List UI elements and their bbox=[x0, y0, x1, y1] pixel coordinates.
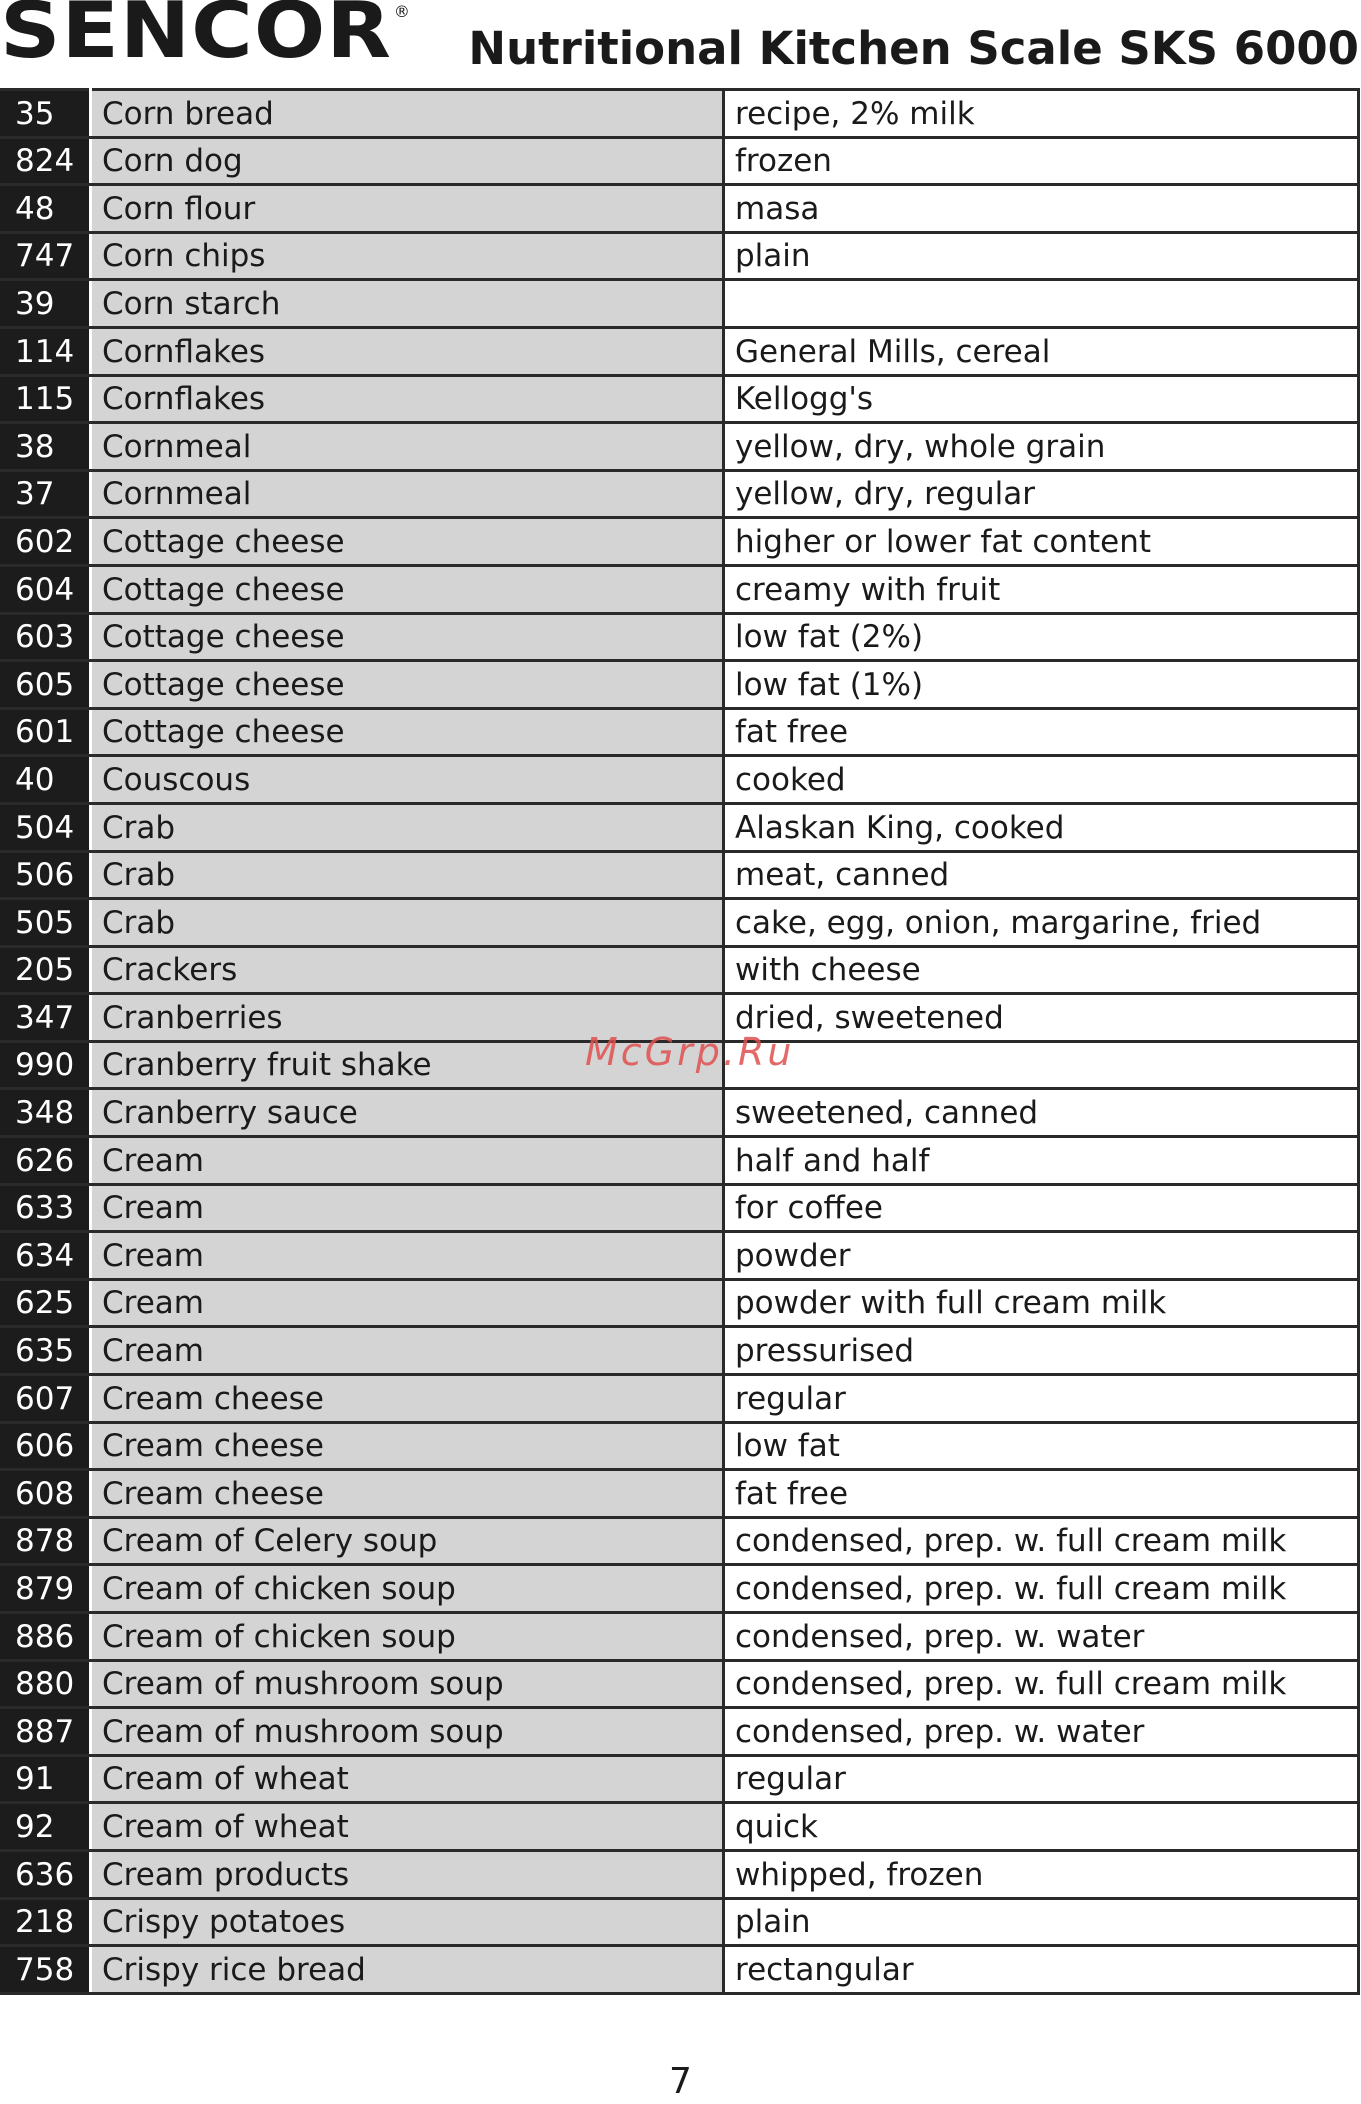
food-name-cell: Cream of Celery soup bbox=[91, 1517, 724, 1565]
food-code-cell: 626 bbox=[2, 1137, 91, 1185]
food-code-cell: 347 bbox=[2, 994, 91, 1042]
table-row bbox=[2, 1613, 1359, 1661]
document-title: Nutritional Kitchen Scale SKS 6000 bbox=[468, 22, 1359, 75]
food-name-cell: Cream of wheat bbox=[91, 1803, 724, 1851]
food-description-cell: with cheese bbox=[724, 946, 1359, 994]
food-name-cell: Corn dog bbox=[91, 137, 724, 185]
table-row bbox=[2, 1850, 1359, 1898]
food-description-cell: plain bbox=[724, 232, 1359, 280]
food-description-cell: plain bbox=[724, 1898, 1359, 1946]
table-row bbox=[2, 1232, 1359, 1280]
food-name-cell: Cream of mushroom soup bbox=[91, 1660, 724, 1708]
food-code-cell: 37 bbox=[2, 470, 91, 518]
food-code-cell: 92 bbox=[2, 1803, 91, 1851]
food-description-cell: rectangular bbox=[724, 1946, 1359, 1994]
food-description-cell bbox=[724, 1041, 1359, 1089]
food-code-cell: 39 bbox=[2, 280, 91, 328]
table-row bbox=[2, 1946, 1359, 1994]
food-name-cell: Cottage cheese bbox=[91, 565, 724, 613]
food-code-cell: 602 bbox=[2, 518, 91, 566]
food-name-cell: Cream of chicken soup bbox=[91, 1565, 724, 1613]
table-row bbox=[2, 1755, 1359, 1803]
food-name-cell: Cream cheese bbox=[91, 1375, 724, 1423]
food-description-cell: low fat (2%) bbox=[724, 613, 1359, 661]
food-name-cell: Cream of mushroom soup bbox=[91, 1708, 724, 1756]
food-description-cell: powder bbox=[724, 1232, 1359, 1280]
food-name-cell: Corn bread bbox=[91, 90, 724, 138]
table-row bbox=[2, 1422, 1359, 1470]
food-name-cell: Crab bbox=[91, 899, 724, 947]
food-code-cell: 990 bbox=[2, 1041, 91, 1089]
food-name-cell: Cornmeal bbox=[91, 423, 724, 471]
table-row bbox=[2, 1708, 1359, 1756]
food-name-cell: Cream products bbox=[91, 1850, 724, 1898]
table-row bbox=[2, 423, 1359, 471]
table-row bbox=[2, 185, 1359, 233]
food-code-cell: 603 bbox=[2, 613, 91, 661]
food-code-cell: 35 bbox=[2, 90, 91, 138]
table-row bbox=[2, 232, 1359, 280]
table-row bbox=[2, 851, 1359, 899]
food-code-cell: 634 bbox=[2, 1232, 91, 1280]
food-code-cell: 205 bbox=[2, 946, 91, 994]
table-row bbox=[2, 1803, 1359, 1851]
food-description-cell: low fat bbox=[724, 1422, 1359, 1470]
food-code-cell: 601 bbox=[2, 708, 91, 756]
food-description-cell: quick bbox=[724, 1803, 1359, 1851]
food-code-cell: 824 bbox=[2, 137, 91, 185]
food-name-cell: Cottage cheese bbox=[91, 708, 724, 756]
food-description-cell: sweetened, canned bbox=[724, 1089, 1359, 1137]
table-row bbox=[2, 90, 1359, 138]
food-description-cell: condensed, prep. w. full cream milk bbox=[724, 1517, 1359, 1565]
food-code-cell: 604 bbox=[2, 565, 91, 613]
watermark: McGrp.Ru bbox=[585, 1030, 795, 1074]
food-description-cell: masa bbox=[724, 185, 1359, 233]
food-name-cell: Cornflakes bbox=[91, 375, 724, 423]
food-code-cell: 635 bbox=[2, 1327, 91, 1375]
food-name-cell: Couscous bbox=[91, 756, 724, 804]
food-name-cell: Crispy potatoes bbox=[91, 1898, 724, 1946]
food-description-cell: yellow, dry, regular bbox=[724, 470, 1359, 518]
food-name-cell: Crispy rice bread bbox=[91, 1946, 724, 1994]
food-description-cell: frozen bbox=[724, 137, 1359, 185]
food-code-cell: 880 bbox=[2, 1660, 91, 1708]
food-description-cell: creamy with fruit bbox=[724, 565, 1359, 613]
food-name-cell: Cream cheese bbox=[91, 1470, 724, 1518]
table-row bbox=[2, 137, 1359, 185]
food-name-cell: Cornmeal bbox=[91, 470, 724, 518]
food-description-cell: half and half bbox=[724, 1137, 1359, 1185]
table-row bbox=[2, 1898, 1359, 1946]
food-description-cell: Kellogg's bbox=[724, 375, 1359, 423]
food-name-cell: Corn chips bbox=[91, 232, 724, 280]
food-description-cell: pressurised bbox=[724, 1327, 1359, 1375]
table-row bbox=[2, 708, 1359, 756]
food-description-cell: low fat (1%) bbox=[724, 661, 1359, 709]
food-code-cell: 115 bbox=[2, 375, 91, 423]
food-description-cell: powder with full cream milk bbox=[724, 1279, 1359, 1327]
food-name-cell: Cornflakes bbox=[91, 327, 724, 375]
food-description-cell: fat free bbox=[724, 708, 1359, 756]
food-description-cell: condensed, prep. w. full cream milk bbox=[724, 1660, 1359, 1708]
table-row bbox=[2, 518, 1359, 566]
food-name-cell: Cottage cheese bbox=[91, 661, 724, 709]
table-row bbox=[2, 280, 1359, 328]
table-row bbox=[2, 565, 1359, 613]
food-code-cell: 636 bbox=[2, 1850, 91, 1898]
food-description-cell: condensed, prep. w. full cream milk bbox=[724, 1565, 1359, 1613]
food-code-cell: 886 bbox=[2, 1613, 91, 1661]
food-name-cell: Corn starch bbox=[91, 280, 724, 328]
food-code-cell: 607 bbox=[2, 1375, 91, 1423]
food-code-cell: 633 bbox=[2, 1184, 91, 1232]
food-code-cell: 505 bbox=[2, 899, 91, 947]
food-code-cell: 48 bbox=[2, 185, 91, 233]
table-row bbox=[2, 1327, 1359, 1375]
food-name-cell: Crackers bbox=[91, 946, 724, 994]
table-row bbox=[2, 327, 1359, 375]
food-code-cell: 348 bbox=[2, 1089, 91, 1137]
food-name-cell: Cranberry sauce bbox=[91, 1089, 724, 1137]
table-row bbox=[2, 899, 1359, 947]
food-description-cell: regular bbox=[724, 1375, 1359, 1423]
food-name-cell: Cream bbox=[91, 1184, 724, 1232]
food-code-cell: 504 bbox=[2, 803, 91, 851]
table-row bbox=[2, 803, 1359, 851]
food-code-cell: 40 bbox=[2, 756, 91, 804]
registered-mark: ® bbox=[393, 2, 410, 21]
food-description-cell: whipped, frozen bbox=[724, 1850, 1359, 1898]
food-description-cell: cake, egg, onion, margarine, fried bbox=[724, 899, 1359, 947]
food-description-cell: fat free bbox=[724, 1470, 1359, 1518]
food-code-cell: 38 bbox=[2, 423, 91, 471]
food-description-cell: condensed, prep. w. water bbox=[724, 1613, 1359, 1661]
brand-logo bbox=[0, 0, 410, 76]
food-description-cell: General Mills, cereal bbox=[724, 327, 1359, 375]
food-name-cell: Cream bbox=[91, 1279, 724, 1327]
food-code-cell: 608 bbox=[2, 1470, 91, 1518]
food-description-cell: cooked bbox=[724, 756, 1359, 804]
food-description-cell: recipe, 2% milk bbox=[724, 90, 1359, 138]
food-code-cell: 605 bbox=[2, 661, 91, 709]
food-code-cell: 625 bbox=[2, 1279, 91, 1327]
food-name-cell: Cranberries bbox=[91, 994, 724, 1042]
page-number: 7 bbox=[669, 2061, 692, 2102]
table-row bbox=[2, 1517, 1359, 1565]
food-name-cell: Corn flour bbox=[91, 185, 724, 233]
table-row bbox=[2, 661, 1359, 709]
table-row bbox=[2, 613, 1359, 661]
table-row bbox=[2, 470, 1359, 518]
food-name-cell: Cream cheese bbox=[91, 1422, 724, 1470]
food-description-cell: regular bbox=[724, 1755, 1359, 1803]
table-row bbox=[2, 1279, 1359, 1327]
food-code-cell: 887 bbox=[2, 1708, 91, 1756]
food-code-cell: 506 bbox=[2, 851, 91, 899]
table-row bbox=[2, 1375, 1359, 1423]
food-name-cell: Crab bbox=[91, 803, 724, 851]
food-code-cell: 747 bbox=[2, 232, 91, 280]
table-row bbox=[2, 946, 1359, 994]
food-description-cell: Alaskan King, cooked bbox=[724, 803, 1359, 851]
food-code-cell: 114 bbox=[2, 327, 91, 375]
food-name-cell: Cream bbox=[91, 1232, 724, 1280]
brand-name: SENCOR bbox=[0, 0, 392, 76]
food-description-cell: for coffee bbox=[724, 1184, 1359, 1232]
food-code-cell: 218 bbox=[2, 1898, 91, 1946]
food-name-cell: Cream of wheat bbox=[91, 1755, 724, 1803]
food-name-cell: Crab bbox=[91, 851, 724, 899]
food-description-cell: condensed, prep. w. water bbox=[724, 1708, 1359, 1756]
food-name-cell: Cream bbox=[91, 1327, 724, 1375]
table-row bbox=[2, 756, 1359, 804]
table-row bbox=[2, 1184, 1359, 1232]
food-description-cell: meat, canned bbox=[724, 851, 1359, 899]
food-code-cell: 879 bbox=[2, 1565, 91, 1613]
table-row bbox=[2, 1660, 1359, 1708]
table-row bbox=[2, 1089, 1359, 1137]
table-row bbox=[2, 1565, 1359, 1613]
food-description-cell bbox=[724, 280, 1359, 328]
food-code-cell: 91 bbox=[2, 1755, 91, 1803]
food-code-cell: 758 bbox=[2, 1946, 91, 1994]
food-name-cell: Cottage cheese bbox=[91, 518, 724, 566]
food-description-cell: dried, sweetened bbox=[724, 994, 1359, 1042]
food-name-cell: Cream of chicken soup bbox=[91, 1613, 724, 1661]
table-row bbox=[2, 1137, 1359, 1185]
food-name-cell: Cottage cheese bbox=[91, 613, 724, 661]
food-code-cell: 606 bbox=[2, 1422, 91, 1470]
food-code-cell: 878 bbox=[2, 1517, 91, 1565]
table-row bbox=[2, 1470, 1359, 1518]
food-description-cell: yellow, dry, whole grain bbox=[724, 423, 1359, 471]
food-name-cell: Cream bbox=[91, 1137, 724, 1185]
food-name-cell: Cranberry fruit shake bbox=[91, 1041, 724, 1089]
table-row bbox=[2, 375, 1359, 423]
food-description-cell: higher or lower fat content bbox=[724, 518, 1359, 566]
